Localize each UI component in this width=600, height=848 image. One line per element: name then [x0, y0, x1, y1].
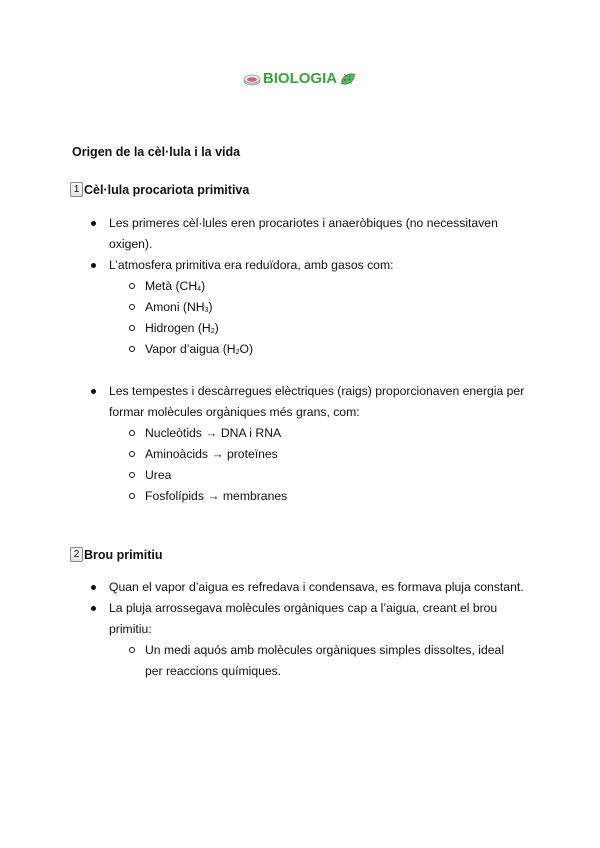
sub-list-item: Un medi aquós amb molècules orgàniques simples dissoltes, ideal per reaccions químiques.: [145, 640, 525, 682]
bullet-circle-icon: [129, 472, 135, 478]
list-item: Les tempestes i descàrregues elèctriques (raigs) proporcionaven energia per formar molècules orgàniques més grans, com:: [109, 381, 529, 423]
bullet-circle-icon: [129, 451, 135, 457]
petri-dish-icon: [243, 72, 261, 86]
title-text: BIOLOGIA: [262, 70, 338, 87]
bullet-dot-icon: [91, 585, 96, 590]
bullet-circle-icon: [129, 430, 135, 436]
sub-list-item: Fosfolípids → membranes: [145, 486, 535, 507]
section-1-title: Cèl·lula procariota primitiva: [84, 182, 250, 197]
sub-list-item: Metà $(CH_4)$: [145, 276, 535, 300]
bullet-circle-icon: [129, 346, 135, 352]
bullet-circle-icon: [129, 304, 135, 310]
keycap-1-icon: 1: [70, 182, 83, 197]
page-title: [0, 70, 600, 87]
bullet-circle-icon: [129, 283, 135, 289]
list-item: Les primeres cèl·lules eren procariotes i anaeròbiques (no necessitaven oxigen).: [109, 213, 529, 255]
bullet-circle-icon: [129, 325, 135, 331]
section-2-heading: [70, 547, 162, 562]
list-item: Quan el vapor d’aigua es refredava i condensava, es formava pluja constant.: [109, 577, 529, 598]
bullet-dot-icon: [91, 221, 96, 226]
list-item: L’atmosfera primitiva era reduïdora, amb gasos com:: [109, 255, 529, 276]
bullet-circle-icon: [129, 647, 135, 653]
bullet-dot-icon: [91, 389, 96, 394]
keycap-2-icon: 2: [70, 547, 83, 562]
bullet-dot-icon: [91, 606, 96, 611]
sub-list-item: Nucleòtids → DNA i RNA: [145, 423, 535, 444]
sub-list-item: Aminoàcids → proteïnes: [145, 444, 535, 465]
section-2-title: Brou primitiu: [84, 547, 163, 562]
section-1-heading: [70, 182, 249, 197]
sub-list-item: Hidrogen $(H_2)$: [145, 318, 535, 342]
list-item: La pluja arrossegava molècules orgàniques cap a l’aigua, creant el brou primitiu:: [109, 598, 529, 640]
sub-list-item: Amoni $(NH_3)$: [145, 297, 535, 321]
document-subtitle: Origen de la cèl·lula i la vida: [72, 145, 241, 159]
microbe-icon: [339, 71, 357, 87]
bullet-circle-icon: [129, 493, 135, 499]
bullet-dot-icon: [91, 263, 96, 268]
sub-list-item: Urea: [145, 465, 535, 486]
sub-list-item: Vapor d’aigua $(H_2O)$: [145, 339, 535, 363]
